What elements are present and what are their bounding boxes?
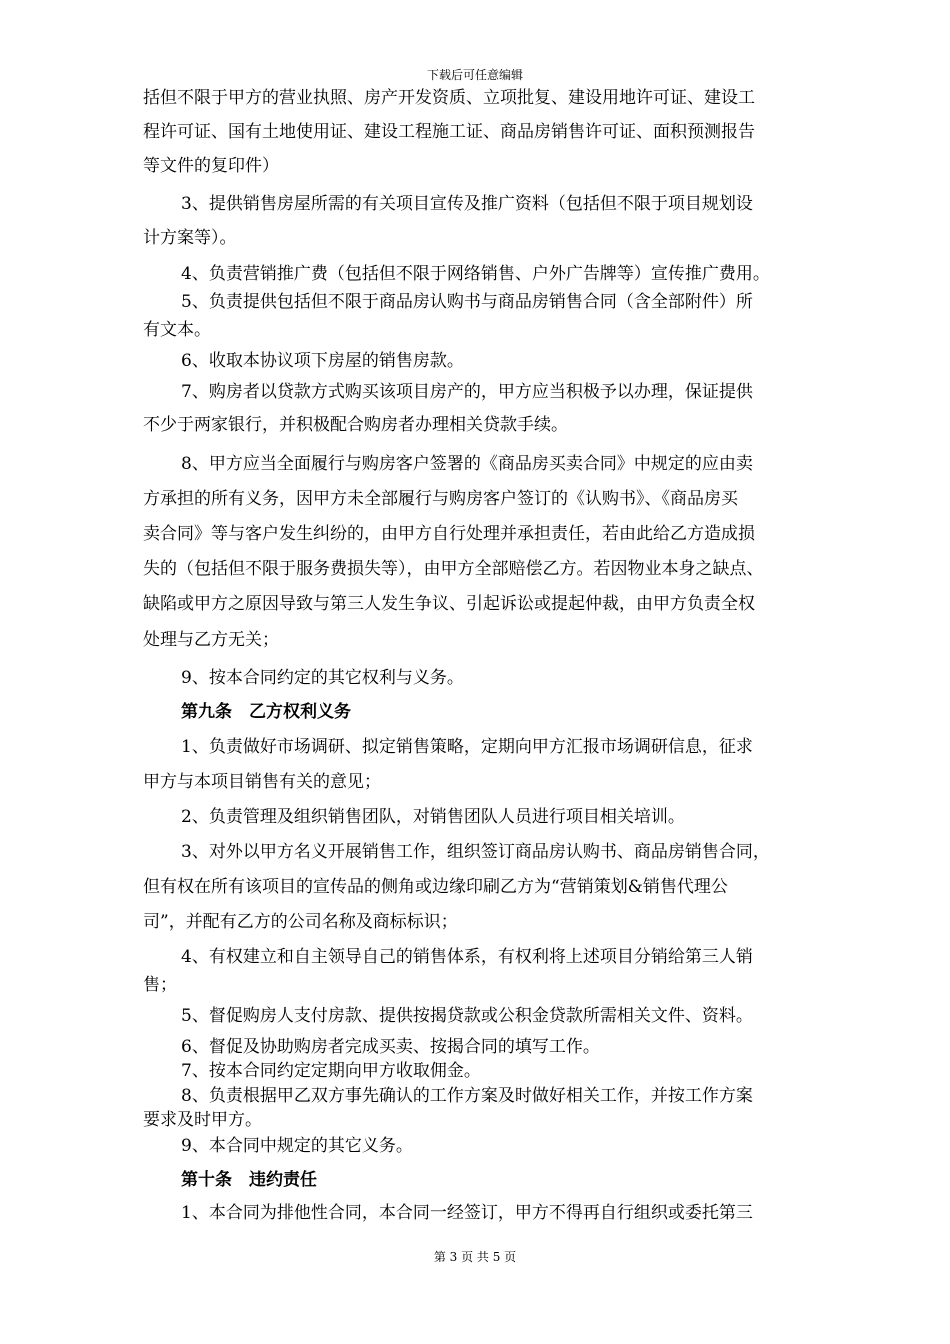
text-line: 不少于两家银行，并积极配合购房者办理相关贷款手续。 (143, 415, 568, 435)
text-line: 4、负责营销推广费（包括但不限于网络销售、户外广告牌等）宣传推广费用。 (181, 264, 770, 284)
text-line: 有文本。 (143, 320, 211, 340)
text-line: 9、本合同中规定的其它义务。 (181, 1136, 413, 1156)
text-line: 5、负责提供包括但不限于商品房认购书与商品房销售合同（含全部附件）所 (181, 292, 753, 312)
text-line: 方承担的所有义务，因甲方未全部履行与购房客户签订的《认购书》、《商品房买 (143, 489, 738, 509)
text-line: 8、甲方应当全面履行与购房客户签署的《商品房买卖合同》中规定的应由卖 (181, 454, 753, 474)
text-line: 括但不限于甲方的营业执照、房产开发资质、立项批复、建设用地许可证、建设工 (143, 88, 755, 108)
text-line: 8、负责根据甲乙双方事先确认的工作方案及时做好相关工作，并按工作方案 (181, 1086, 753, 1106)
text-line: 司”，并配有乙方的公司名称及商标标识； (143, 912, 458, 932)
text-line: 失的（包括但不限于服务费损失等），由甲方全部赔偿乙方。若因物业本身之缺点、 (143, 559, 764, 579)
section-heading: 第十条 违约责任 (181, 1170, 317, 1190)
text-line: 9、按本合同约定的其它权利与义务。 (181, 668, 464, 688)
text-line: 甲方与本项目销售有关的意见； (143, 772, 381, 792)
text-line: 7、按本合同约定定期向甲方收取佣金。 (181, 1061, 481, 1081)
text-line: 程许可证、国有土地使用证、建设工程施工证、商品房销售许可证、面积预测报告 (143, 122, 755, 142)
text-line: 3、对外以甲方名义开展销售工作，组织签订商品房认购书、商品房销售合同， (181, 842, 770, 862)
text-line: 4、有权建立和自主领导自己的销售体系，有权利将上述项目分销给第三人销 (181, 947, 753, 967)
text-line: 1、本合同为排他性合同，本合同一经签订，甲方不得再自行组织或委托第三 (181, 1203, 753, 1223)
text-line: 1、负责做好市场调研、拟定销售策略，定期向甲方汇报市场调研信息，征求 (181, 737, 753, 757)
text-line: 但有权在所有该项目的宣传品的侧角或边缘印刷乙方为“营销策划&销售代理公 (143, 877, 728, 897)
text-line: 缺陷或甲方之原因导致与第三人发生争议、引起诉讼或提起仲裁，由甲方负责全权 (143, 594, 755, 614)
text-line: 处理与乙方无关； (143, 630, 279, 650)
text-line: 7、购房者以贷款方式购买该项目房产的，甲方应当积极予以办理，保证提供 (181, 382, 753, 402)
text-line: 等文件的复印件） (143, 156, 279, 176)
page-footer: 第 3 页 共 5 页 (433, 1250, 517, 1264)
text-line: 6、收取本协议项下房屋的销售房款。 (181, 351, 464, 371)
section-heading: 第九条 乙方权利义务 (181, 702, 351, 722)
text-line: 卖合同》等与客户发生纠纷的，由甲方自行处理并承担责任，若由此给乙方造成损 (143, 524, 755, 544)
page-header: 下载后可任意编辑 (426, 68, 523, 82)
text-line: 3、提供销售房屋所需的有关项目宣传及推广资料（包括但不限于项目规划设 (181, 194, 753, 214)
text-line: 6、督促及协助购房者完成买卖、按揭合同的填写工作。 (181, 1037, 600, 1057)
text-line: 2、负责管理及组织销售团队，对销售团队人员进行项目相关培训。 (181, 807, 685, 827)
text-line: 5、督促购房人支付房款、提供按揭贷款或公积金贷款所需相关文件、资料。 (181, 1006, 753, 1026)
text-line: 售； (143, 975, 177, 995)
text-line: 计方案等）。 (143, 228, 237, 248)
text-line: 要求及时甲方。 (143, 1110, 262, 1130)
